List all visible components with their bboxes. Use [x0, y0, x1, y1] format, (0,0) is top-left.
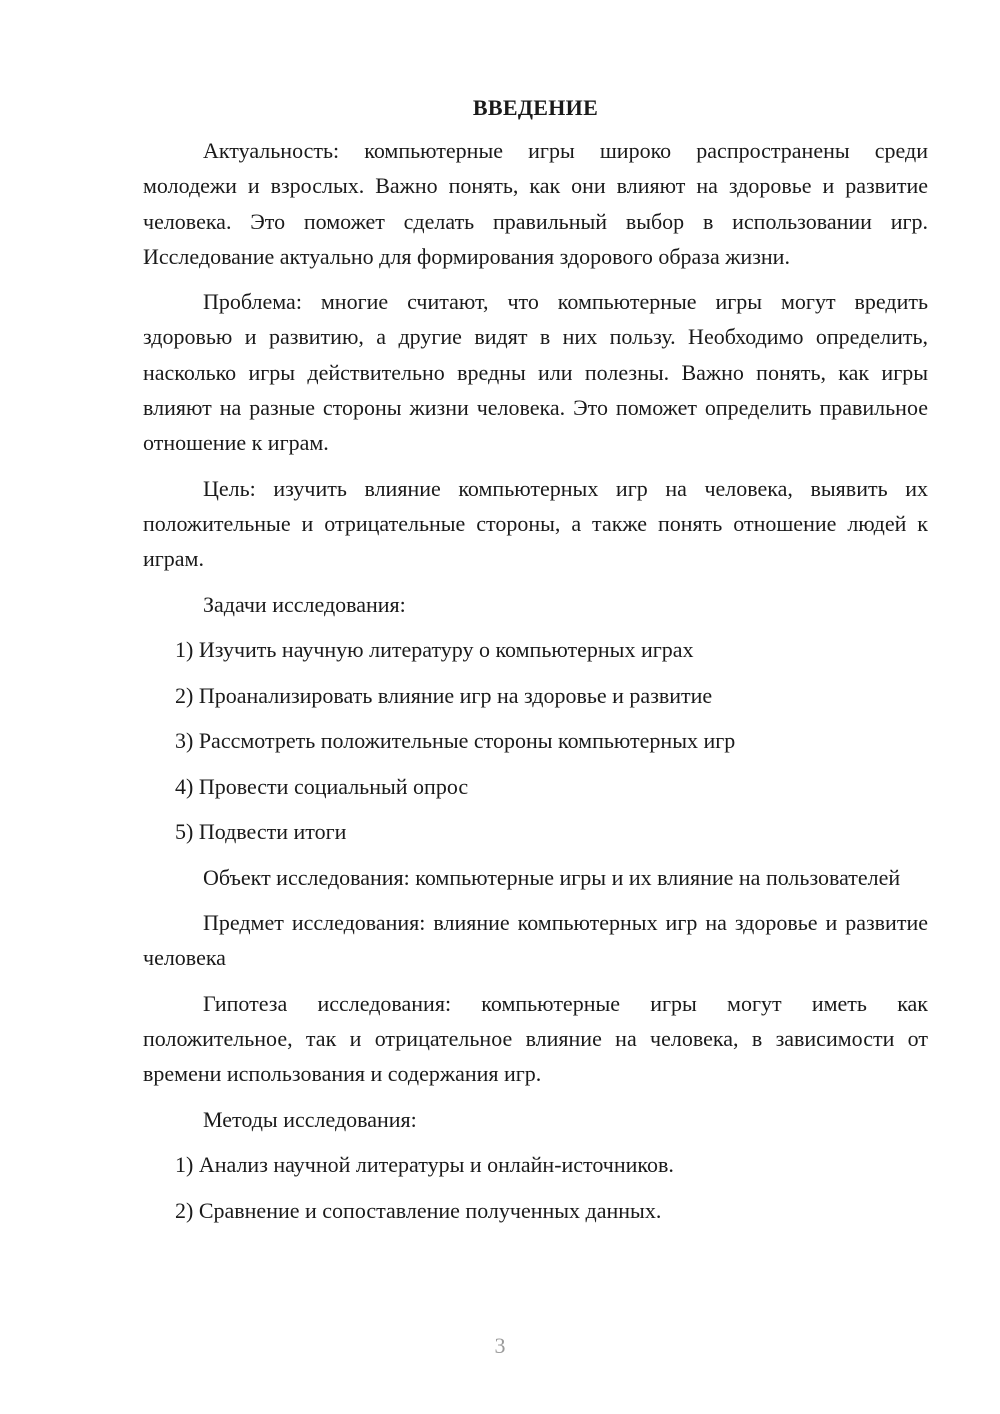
list-item: 5) Подвести итоги	[175, 819, 347, 845]
list-item: 1) Анализ научной литературы и онлайн-источников.	[175, 1152, 674, 1178]
section-title: ВВЕДЕНИЕ	[472, 95, 599, 120]
methods-heading: Методы исследования:	[203, 1106, 417, 1132]
list-item: 3) Рассмотреть положительные стороны компьютерных игр	[175, 728, 736, 754]
list-item: 4) Провести социальный опрос	[175, 773, 469, 799]
goal-paragraph: Цель: изучить влияние компьютерных игр на человека, выявить их положительные и отрицательные стороны, а также понять отношение людей к играм.	[143, 475, 928, 572]
page-number: 3	[494, 1333, 506, 1358]
relevance-paragraph: Актуальность: компьютерные игры широко распространены среди молодежи и взрослых. Важно понять, как они влияют на здоровье и развитие человека. Это поможет сделать правильный выбор в использовании игр. Исследование актуально для формирования здорового образа жизни.	[143, 138, 928, 269]
tasks-list	[143, 632, 928, 849]
methods-list	[143, 1147, 928, 1228]
list-item: 1) Изучить научную литературу о компьютерных играх	[175, 637, 694, 663]
tasks-heading: Задачи исследования:	[203, 591, 406, 617]
document-page	[143, 90, 928, 1238]
problem-paragraph: Проблема: многие считают, что компьютерные игры могут вредить здоровью и развитию, а другие видят в них пользу. Необходимо определить, насколько игры действительно вредны или полезны. Важно понять, как игры влияют на разные стороны жизни человека. Это поможет определить правильное отношение к играм.	[143, 289, 928, 456]
hypothesis-paragraph: Гипотеза исследования: компьютерные игры могут иметь как положительное, так и отрицательное влияние на человека, в зависимости от времени использования и содержания игр.	[143, 990, 928, 1087]
subject-paragraph: Предмет исследования: влияние компьютерных игр на здоровье и развитие человека	[143, 910, 928, 971]
list-item: 2) Проанализировать влияние игр на здоровье и развитие	[175, 682, 713, 708]
object-paragraph: Объект исследования: компьютерные игры и их влияние на пользователей	[203, 864, 901, 890]
list-item: 2) Сравнение и сопоставление полученных данных.	[175, 1197, 662, 1223]
